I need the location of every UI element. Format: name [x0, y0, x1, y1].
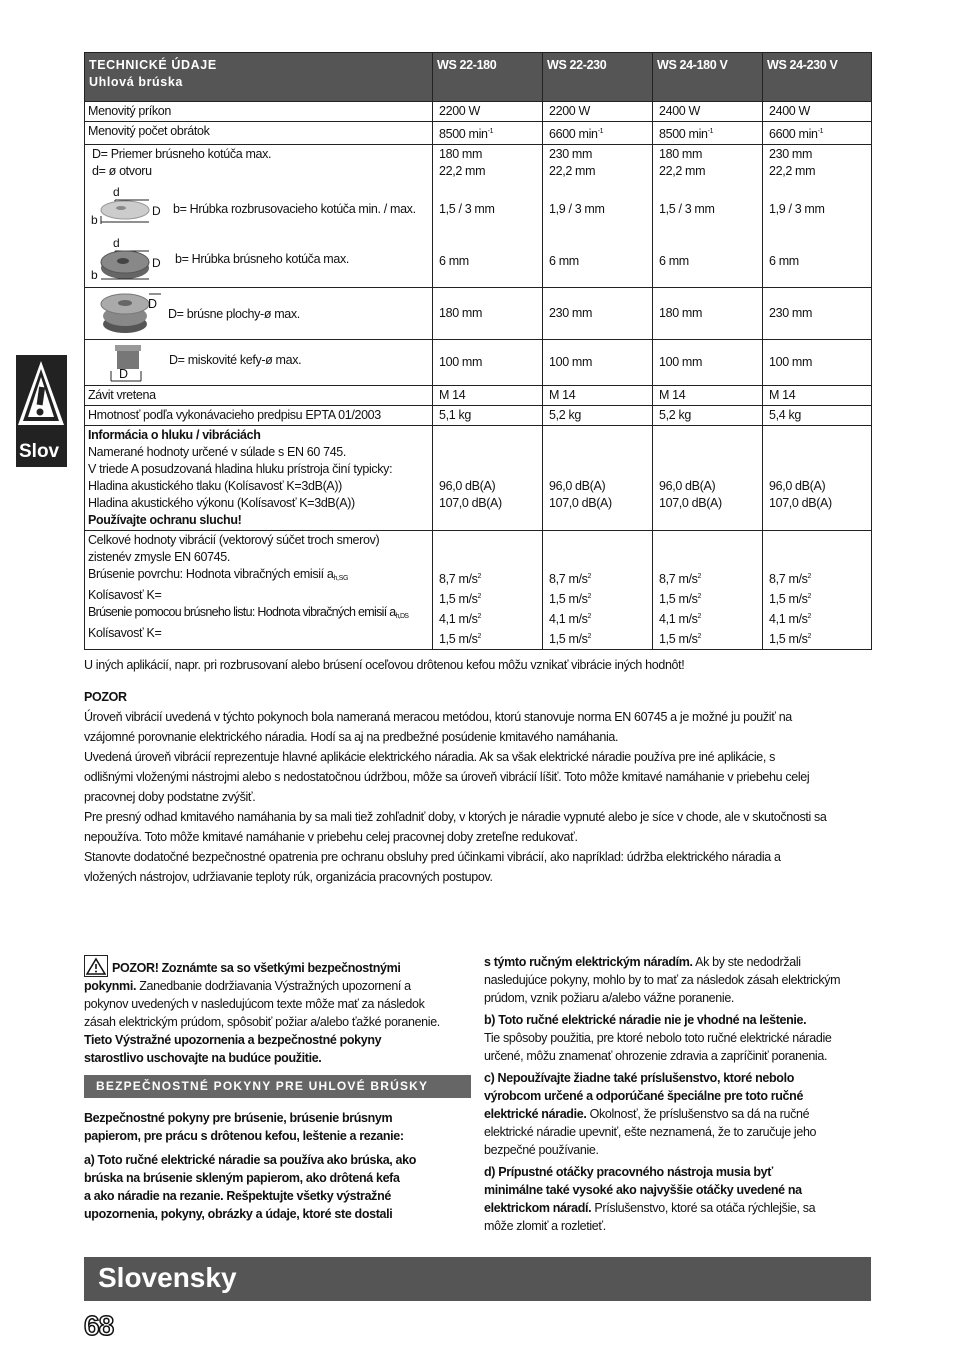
table-header-row — [85, 53, 872, 102]
grinding-disc-icon: d b D — [91, 236, 161, 282]
technical-data-table — [84, 52, 872, 650]
table-row-brush: D D= miskovité kefy-ø max. 100 mm 100 mm 100 mm 100 mm — [85, 340, 872, 386]
table-header-title: TECHNICKÉ ÚDAJE Uhlová brúska — [85, 53, 433, 102]
table-row-disc: D= Priemer brúsneho kotúča max. d= ø otvoru d b D b= Hrúbka rozbrusovacieho kotúča min. / max. d b D b= Hrúbka brúsneho kotúča max. 180 mm 22,2 mm 1,5 / 3 mm 6 mm 230 mm 22,2 mm 1,9 / 3 mm 6 mm 180 mm 22,2 mm 1,5 / 3 mm 6 mm 230 mm 22,2 mm 1,9 / 3 mm 6 mm — [85, 145, 872, 288]
table-row: Menovitý počet obrátok 8500 $\min^{-1}$ 6600 $\min^{-1}$ 8500 $\min^{-1}$ 6600 $\min^{-1}$ — [85, 122, 872, 145]
table-row: Závit vretena M 14 M 14 M 14 M 14 — [85, 386, 872, 406]
pozor-section: POZOR Úroveň vibrácií uvedená v týchto pokynoch bola nameraná meracou metódou, ktorú stanovuje norma EN 60745 a je možné ju použiť na vzájomné porovnanie elektrického náradia. Hodí sa aj na predbežné posúdenie kmitavého namáhania. Uvedená úroveň vibrácií reprezentuje hlavné aplikácie elektrického náradia. Ak sa však elektrické náradie používa pre iné aplikácie, s odlišnými vloženými nástrojmi alebo s nedostatočnou údržbou, môže sa úroveň vibrácií líšiť. Toto môže kmitavé namáhanie v priebehu celej pracovnej doby podstatne zvýšiť. Pre presný odhad kmitavého namáhania by sa mali tiež zohľadniť doby, v ktorých je náradie vypnuté alebo je síce v chode, ale v skutočnosti sa nepoužíva. Toto môže kmitavé namáhanie v priebehu celej pracovnej doby zreteľne redukovať. Stanovte dodatočné bezpečnostné opatrenia pre ochranu obsluhy pred účinkami vibrácií, ako napríklad: údržba elektrického náradia a vložených nástrojov, udržiavanie teploty rúk, organizácia pracovných postupov. — [84, 690, 827, 884]
model-header: WS 22-180 — [433, 53, 543, 102]
left-column-instructions: Bezpečnostné pokyny pre brúsenie, brúsenie brúsnym papierom, pre prácu s drôtenou kefou, leštenie a rezanie: a) Toto ručné elektrické náradie sa používa ako brúska, ako brúska na brúsenie skleným papierom, ako drôtená kefa a ako náradie na rezanie. Rešpektujte všetky výstražné upozornenia, pokyny, obrázky a údaje, ktoré ste dostali — [84, 1111, 417, 1221]
warning-triangle-icon — [84, 955, 108, 977]
right-column: s týmto ručným elektrickým náradím. Ak by ste nedodržali nasledujúce pokyny, mohlo by to mať za následok zásah elektrickým prúdom, vznik požiaru a/alebo vážne poranenie. b) Toto ručné elektrické náradie nie je vhodné na leštenie. Tie spôsoby použitia, pre ktoré nebolo toto ručné elektrické náradie určené, môžu znamenať ohrozenie zdravia a zapríčiniť poranenia. c) Nepoužívajte žiadne také príslušenstvo, ktoré nebolo výrobcom určené a odporúčané špeciálne pre toto ručné elektrické náradie. Okolnosť, že príslušenstvo sa dá na ručné elektrické náradie upevniť, ešte neznamená, že to zaručuje jeho bezpečné používanie. d) Prípustné otáčky pracovného nástroja musia byť minimálne také vysoké ako najvyššie otáčky uvedené na elektrickom náradí. Príslušenstvo, ktoré sa otáča rýchlejšie, sa môže zlomiť a rozletieť. — [484, 955, 841, 1233]
table-row-sanding: D D= brúsne plochy-ø max. 180 mm 230 mm 180 mm 230 mm — [85, 288, 872, 340]
left-column: POZOR! Zoznámte sa so všetkými bezpečnostnými pokynmi. Zanedbanie dodržiavania Výstražných upozornení a pokynov uvedených v nasledujúcom texte môže mať za následok zásah elektrickým prúdom, spôsobiť požiar a/alebo ťažké poranenie. Tieto Výstražné upozornenia a bezpečnostné pokyny starostlivo uschovajte na budúce použitie. — [84, 955, 474, 1067]
cut-thickness-label: b= Hrúbka rozbrusovacieho kotúča min. / max. — [173, 202, 416, 216]
cup-brush-icon — [105, 341, 155, 385]
table-row: Hmotnosť podľa vykonávacieho predpisu EPTA 01/2003 5,1 kg 5,2 kg 5,2 kg 5,4 kg — [85, 406, 872, 426]
model-header: WS 22-230 — [543, 53, 653, 102]
page-number: 68 — [84, 1310, 114, 1341]
table-row-vibration: Celkové hodnoty vibrácií (vektorový súčet troch smerov) zistenév zmysle EN 60745. Brúsenie povrchu: Hodnota vibračných emisií $a_{h,SG}$ Kolísavosť K= Brúsenie pomocou brúsneho listu: Hodnota vibračných emisií $a_{h,DS}$ Kolísavosť K= 8,7 $m/s^2$ 1,5 $m/s^2$ 4,1 $m/s^2$ 1,5 $m/s^2$ 8,7 $m/s^2$ 1,5 $m/s^2$ 4,1 $m/s^2$ 1,5 $m/s^2$ 8,7 $m/s^2$ 1,5 $m/s^2$ 4,1 $m/s^2$ 1,5 $m/s^2$ 8,7 $m/s^2$ 1,5 $m/s^2$ 4,1 $m/s^2$ 1,5 $m/s^2$ — [85, 531, 872, 650]
model-header: WS 24-180 V — [653, 53, 763, 102]
side-tab-label: Slov — [19, 441, 60, 462]
cutting-disc-icon: d b D — [91, 185, 161, 227]
side-language-tab — [16, 355, 67, 467]
vibration-note: U iných aplikácií, napr. pri rozbrusovaní alebo brúsení oceľovou drôtenou kefou môžu vznikať vibrácie iných hodnôt! — [84, 658, 685, 672]
table-row: Menovitý príkon 2200 W 2200 W 2400 W 2400 W — [85, 102, 872, 122]
table-row-noise: Informácia o hluku / vibráciách Namerané hodnoty určené v súlade s EN 60 745. V triede A posudzovaná hladina hluku prístroja činí typicky: Hladina akustického tlaku (Kolísavosť K=3dB(A)) Hladina akustického výkonu (Kolísavosť K=3dB(A)) Používajte ochranu sluchu! 96,0 dB(A) 107,0 dB(A) 96,0 dB(A) 107,0 dB(A) 96,0 dB(A) 107,0 dB(A) 96,0 dB(A) 107,0 dB(A) — [85, 426, 872, 531]
grind-thickness-label: b= Hrúbka brúsneho kotúča max. — [175, 252, 349, 266]
warning-icon — [16, 355, 67, 435]
footer-language-label: Slovensky — [98, 1262, 237, 1293]
footer-language-bar — [84, 1257, 871, 1301]
section-bar: BEZPEČNOSTNÉ POKYNY PRE UHLOVÉ BRÚSKY — [84, 1075, 471, 1098]
model-header: WS 24-230 V — [763, 53, 872, 102]
